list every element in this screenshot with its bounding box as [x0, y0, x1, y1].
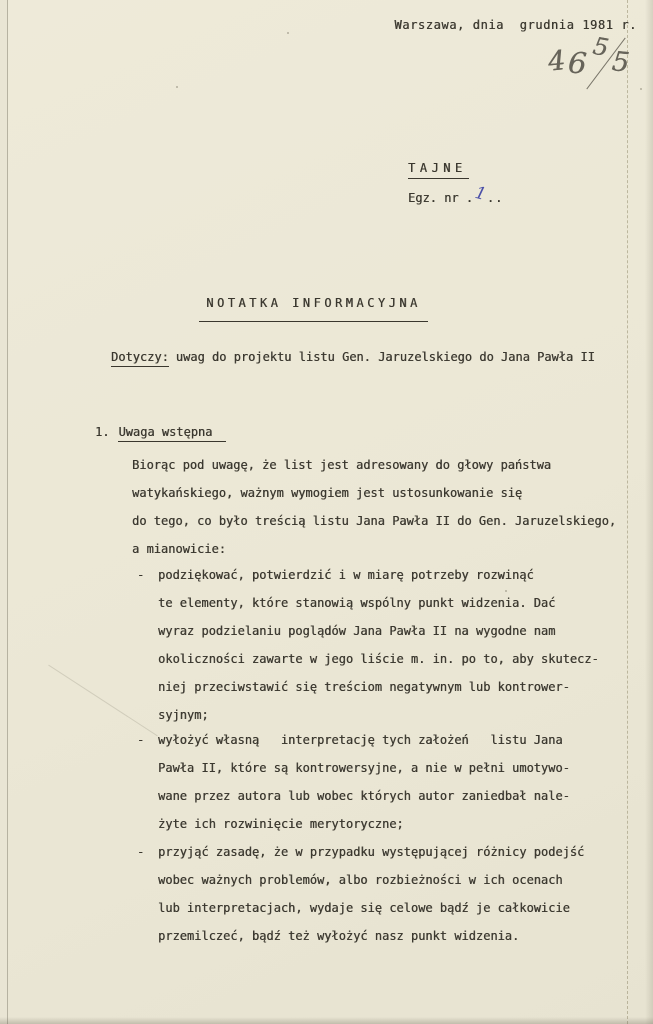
bullet-line: niej przeciwstawić się treściom negatywnym lub kontrower- [158, 680, 570, 694]
bullet-line: lub interpretacjach, wydaje się celowe bądź je całkowicie [158, 901, 570, 915]
handwritten-digit: 5 [610, 46, 631, 79]
bullet-line: te elementy, które stanowią wspólny punkt widzenia. Dać [158, 596, 556, 610]
paragraph-line: do tego, co było treścią listu Jana Pawła II do Gen. Jaruzelskiego, [132, 514, 617, 528]
typed-dots: . [465, 191, 475, 205]
handwritten-copy-number: 1 [472, 182, 489, 206]
bullet-line: podziękować, potwierdzić i w miarę potrzeby rozwinąć [158, 568, 534, 582]
bullet-line: okoliczności zawarte w jego liście m. in. po to, aby skutecz- [158, 652, 599, 666]
page-left-edge [0, 0, 8, 1024]
subject-label: Dotyczy: [111, 350, 169, 367]
typed-dots: .. [486, 191, 504, 205]
opening-paragraph [132, 451, 616, 563]
document-title: NOTATKA INFORMACYJNA [0, 289, 627, 322]
bullet-line: wobec ważnych problemów, albo rozbieżności w ich ocenach [158, 873, 563, 887]
bullet-line: wyłożyć własną interpretację tych założeń listu Jana [158, 733, 563, 747]
bullet-line: przemilczeć, bądź też wyłożyć nasz punkt widzenia. [158, 929, 520, 943]
bullet-line: przyjąć zasadę, że w przypadku występującej różnicy podejść [158, 845, 585, 859]
handwritten-digit: 5 [590, 31, 611, 63]
bullet-text [158, 726, 570, 838]
paragraph-line: Biorąc pod uwagę, że list jest adresowany do głowy państwa [132, 458, 552, 472]
copy-number-label: Egz. nr [408, 191, 466, 205]
copy-number-line [408, 182, 504, 207]
paper-speck [176, 86, 178, 88]
bullet-marker: - [137, 733, 145, 747]
paragraph-line: a mianowicie: [132, 542, 226, 556]
page-bottom-edge [0, 1017, 653, 1024]
right-margin-line [627, 0, 628, 1024]
bullet-text [158, 838, 584, 950]
handwritten-digit: 6 [566, 45, 588, 81]
bullet-line: syjnym; [158, 708, 209, 722]
section-number: 1. [95, 425, 110, 439]
bullet-item [137, 726, 570, 838]
paper-speck [640, 88, 642, 90]
handwritten-digit: 4 [546, 45, 567, 78]
bullet-marker: - [137, 845, 145, 859]
bullet-line: wane przez autora lub wobec których autor zaniedbał nale- [158, 789, 570, 803]
section-heading-label: Uwaga wstępna [118, 425, 226, 442]
bullet-item [137, 561, 599, 729]
bullet-text [158, 561, 599, 729]
section-heading [95, 418, 226, 446]
dateline: Warszawa, dnia grudnia 1981 r. [394, 18, 637, 32]
subject-line [111, 343, 595, 371]
subject-text: uwag do projektu listu Gen. Jaruzelskiego do Jana Pawła II [175, 350, 595, 364]
bullet-line: żyte ich rozwinięcie merytoryczne; [158, 817, 404, 831]
classification-block [408, 154, 503, 207]
bullet-item [137, 838, 584, 950]
bullet-line: Pawła II, które są kontrowersyjne, a nie w pełni umotywo- [158, 761, 570, 775]
paper-speck [287, 32, 289, 34]
page-right-edge [645, 0, 653, 1024]
handwritten-page-number [546, 31, 640, 96]
bullet-line: wyraz podzielaniu poglądów Jana Pawła II na wygodne nam [158, 624, 556, 638]
classification-label: TAJNE [408, 160, 469, 179]
bullet-marker: - [137, 568, 145, 582]
paragraph-line: watykańskiego, ważnym wymogiem jest ustosunkowanie się [132, 486, 523, 500]
